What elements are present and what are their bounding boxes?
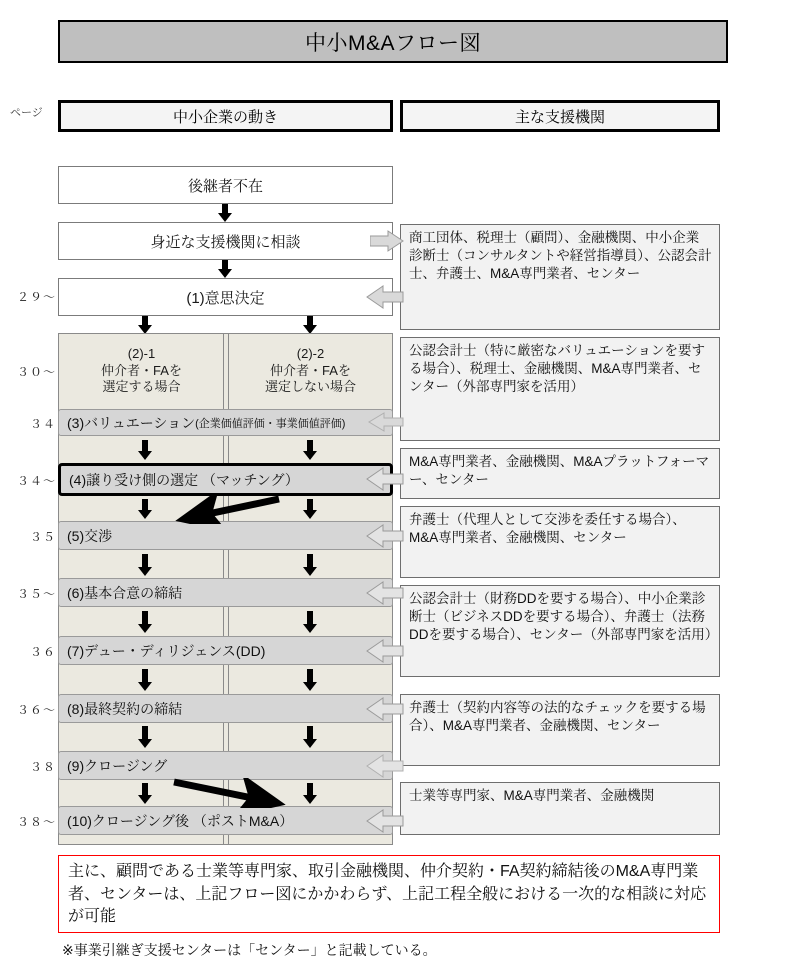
page-number-due-diligence: ３６ [29, 645, 56, 659]
support-box-valuation: 公認会計士（特に厳密なバリュエーションを要する場合）、税理士、金融機関、M&A専門業者、センター（外部専門家を活用） [400, 337, 720, 441]
step-label-valuation: (3)バリュエーション [67, 414, 196, 431]
step-label-due-diligence: (7)デュー・ディリジェンス(DD) [67, 642, 266, 659]
step-box-post-ma [58, 806, 393, 835]
page-number-post-ma: ３８～ [16, 815, 56, 829]
page-number-matching: ３４～ [16, 474, 56, 488]
connector-arrow-left-icon [366, 809, 404, 833]
page-number-decision: ２９～ [16, 290, 56, 304]
page-gutter-label: ページ [10, 107, 43, 119]
arrow-down-icon [138, 669, 152, 691]
step-box-due-diligence [58, 636, 393, 665]
support-box-due-diligence: 公認会計士（財務DDを要する場合）、中小企業診断士（ビジネスDDを要する場合）、弁護士（法務DDを要する場合）、センター（外部専門家を活用） [400, 585, 720, 677]
branch-right-line2: 選定しない場合 [264, 379, 356, 395]
step-suffix-valuation: (企業価値評価・事業価値評価) [195, 417, 346, 430]
diagram-title: 中小M&Aフロー図 [58, 20, 728, 63]
arrow-down-icon [218, 204, 232, 222]
arrow-down-icon [138, 611, 152, 633]
page-number-final-contract: ３６～ [16, 703, 56, 717]
branch-right-number: (2)-2 [296, 346, 325, 362]
step-box-matching [58, 463, 393, 496]
step-box-valuation [58, 409, 393, 436]
arrow-down-icon [138, 554, 152, 576]
connector-arrow-left-icon [366, 467, 404, 491]
arrow-down-icon [303, 669, 317, 691]
arrow-down-icon [303, 783, 317, 804]
support-box-post-ma: 士業等専門家、M&A専門業者、金融機関 [400, 782, 720, 835]
footnote-text: ※事業引継ぎ支援センターは「センター」と記載している。 [62, 942, 437, 958]
column-header-support: 主な支援機関 [400, 100, 720, 132]
step-label-negotiation: (5)交渉 [67, 527, 113, 544]
step-box-final-contract [58, 694, 393, 723]
arrow-down-icon [218, 260, 232, 278]
step-label-matching: (4)譲り受け側の選定 （マッチング） [69, 471, 299, 488]
arrow-down-icon [303, 499, 317, 519]
connector-arrow-left-icon [368, 412, 404, 432]
page-number-valuation: ３４ [29, 417, 56, 431]
page-number-negotiation: ３５ [29, 530, 56, 544]
step-box-successor-absent: 後継者不在 [58, 166, 393, 204]
branch-right-line1: 仲介者・FAを [270, 362, 351, 378]
arrow-down-icon [138, 499, 152, 519]
step-box-basic-agreement [58, 578, 393, 607]
branch-left-line2: 選定する場合 [102, 379, 181, 395]
branch-heading-with-intermediary [60, 335, 223, 407]
support-box-negotiation: 弁護士（代理人として交渉を委任する場合）、M&A専門業者、金融機関、センター [400, 506, 720, 578]
arrow-down-icon [138, 726, 152, 748]
page-number-basic-agreement: ３５～ [16, 587, 56, 601]
connector-arrow-left-icon [366, 697, 404, 721]
connector-arrow-left-icon [366, 581, 404, 605]
step-label-basic-agreement: (6)基本合意の締結 [67, 584, 183, 601]
step-label-closing: (9)クロージング [67, 757, 168, 774]
arrow-down-icon [303, 726, 317, 748]
step-box-closing [58, 751, 393, 780]
connector-arrow-right-icon [370, 230, 404, 252]
step-box-negotiation [58, 521, 393, 550]
page-number-closing: ３８ [29, 760, 56, 774]
arrow-down-icon [303, 554, 317, 576]
branch-left-number: (2)-1 [127, 346, 156, 362]
branch-left-line1: 仲介者・FAを [101, 362, 182, 378]
arrow-down-icon [138, 440, 152, 460]
connector-arrow-left-icon [366, 639, 404, 663]
connector-arrow-left-icon [366, 285, 404, 309]
step-box-decision: (1)意思決定 [58, 278, 393, 316]
arrow-down-icon [303, 611, 317, 633]
red-note-box: 主に、顧問である士業等専門家、取引金融機関、仲介契約・FA契約締結後のM&A専門業者、センターは、上記フロー図にかかわらず、上記工程全般における一次的な相談に対応が可能 [58, 855, 720, 933]
support-box-matching: M&A専門業者、金融機関、M&Aプラットフォーマー、センター [400, 448, 720, 499]
arrow-down-icon [138, 316, 152, 334]
connector-arrow-left-icon [366, 524, 404, 548]
column-header-company: 中小企業の動き [58, 100, 393, 132]
arrow-down-icon [303, 440, 317, 460]
step-label-final-contract: (8)最終契約の締結 [67, 700, 183, 717]
step-label-post-ma: (10)クロージング後 （ポストM&A） [67, 812, 294, 829]
support-box-initial-consultation: 商工団体、税理士（顧問）、金融機関、中小企業診断士（コンサルタントや経営指導員）、公認会計士、弁護士、M&A専門業者、センター [400, 224, 720, 330]
arrow-down-icon [303, 316, 317, 334]
connector-arrow-left-icon [366, 754, 404, 778]
page-number-branches: ３０～ [16, 365, 56, 379]
branch-heading-without-intermediary [229, 335, 392, 407]
support-box-final-contract: 弁護士（契約内容等の法的なチェックを要する場合）、M&A専門業者、金融機関、センター [400, 694, 720, 766]
arrow-down-icon [138, 783, 152, 804]
step-box-consult-support: 身近な支援機関に相談 [58, 222, 393, 260]
